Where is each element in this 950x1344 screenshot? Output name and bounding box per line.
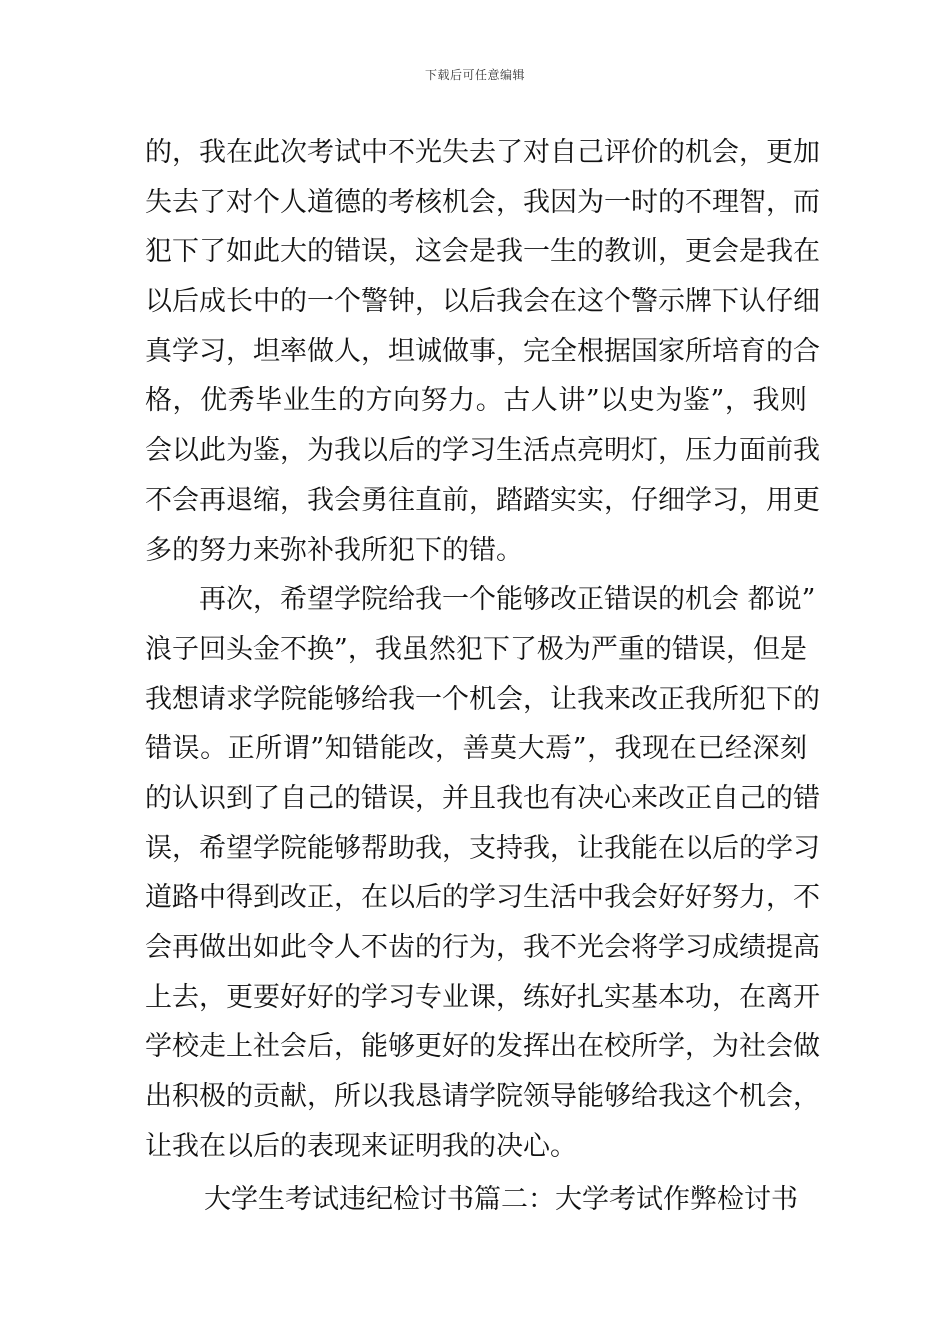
paragraph-line: 不会再退缩，我会勇往直前，踏踏实实，仔细学习，用更 xyxy=(145,484,820,516)
paragraph-line: 会再做出如此令人不齿的行为，我不光会将学习成绩提高 xyxy=(145,932,820,963)
paragraph-line: 误，希望学院能够帮助我，支持我，让我能在以后的学习 xyxy=(145,832,820,864)
paragraph-line: 再次，希望学院给我一个能够改正错误的机会 都说” xyxy=(199,584,816,616)
paragraph-line: 让我在以后的表现来证明我的决心。 xyxy=(145,1130,577,1162)
body-text xyxy=(145,128,820,1171)
paragraph-line: 格，优秀毕业生的方向努力。古人讲”以史为鉴”，我则 xyxy=(145,385,807,417)
paragraph-line: 真学习，坦率做人，坦诚做事，完全根据国家所培育的合 xyxy=(145,335,820,367)
paragraph-line: 的认识到了自己的错误，并且我也有决心来改正自己的错 xyxy=(145,782,820,814)
paragraph-line: 多的努力来弥补我所犯下的错。 xyxy=(145,534,523,566)
paragraph-line: 错误。正所谓”知错能改，善莫大焉”，我现在已经深刻 xyxy=(145,733,807,765)
paragraph-line: 的，我在此次考试中不光失去了对自己评价的机会，更加 xyxy=(145,137,820,168)
paragraph-line: 以后成长中的一个警钟，以后我会在这个警示牌下认仔细 xyxy=(145,286,820,318)
paragraph-line: 上去，更要好好的学习专业课，练好扎实基本功，在离开 xyxy=(145,981,820,1013)
paragraph-line: 浪子回头金不换”，我虽然犯下了极为严重的错误，但是 xyxy=(145,633,807,665)
paragraph-line: 道路中得到改正，在以后的学习生活中我会好好努力，不 xyxy=(145,882,820,914)
paragraph-line: 出积极的贡献，所以我恳请学院领导能够给我这个机会， xyxy=(145,1081,820,1113)
header-note: 下载后可任意编辑 xyxy=(424,68,525,82)
section-title: 大学生考试违纪检讨书篇二：大学考试作弊检讨书 xyxy=(204,1184,798,1215)
paragraph-line: 失去了对个人道德的考核机会，我因为一时的不理智，而 xyxy=(145,186,820,218)
paragraph-line: 学校走上社会后，能够更好的发挥出在校所学，为社会做 xyxy=(145,1031,820,1063)
paragraph-line: 我想请求学院能够给我一个机会，让我来改正我所犯下的 xyxy=(145,683,820,715)
paragraph-line: 犯下了如此大的错误，这会是我一生的教训，更会是我在 xyxy=(145,236,820,268)
paragraph-line: 会以此为鉴，为我以后的学习生活点亮明灯，压力面前我 xyxy=(145,435,820,467)
